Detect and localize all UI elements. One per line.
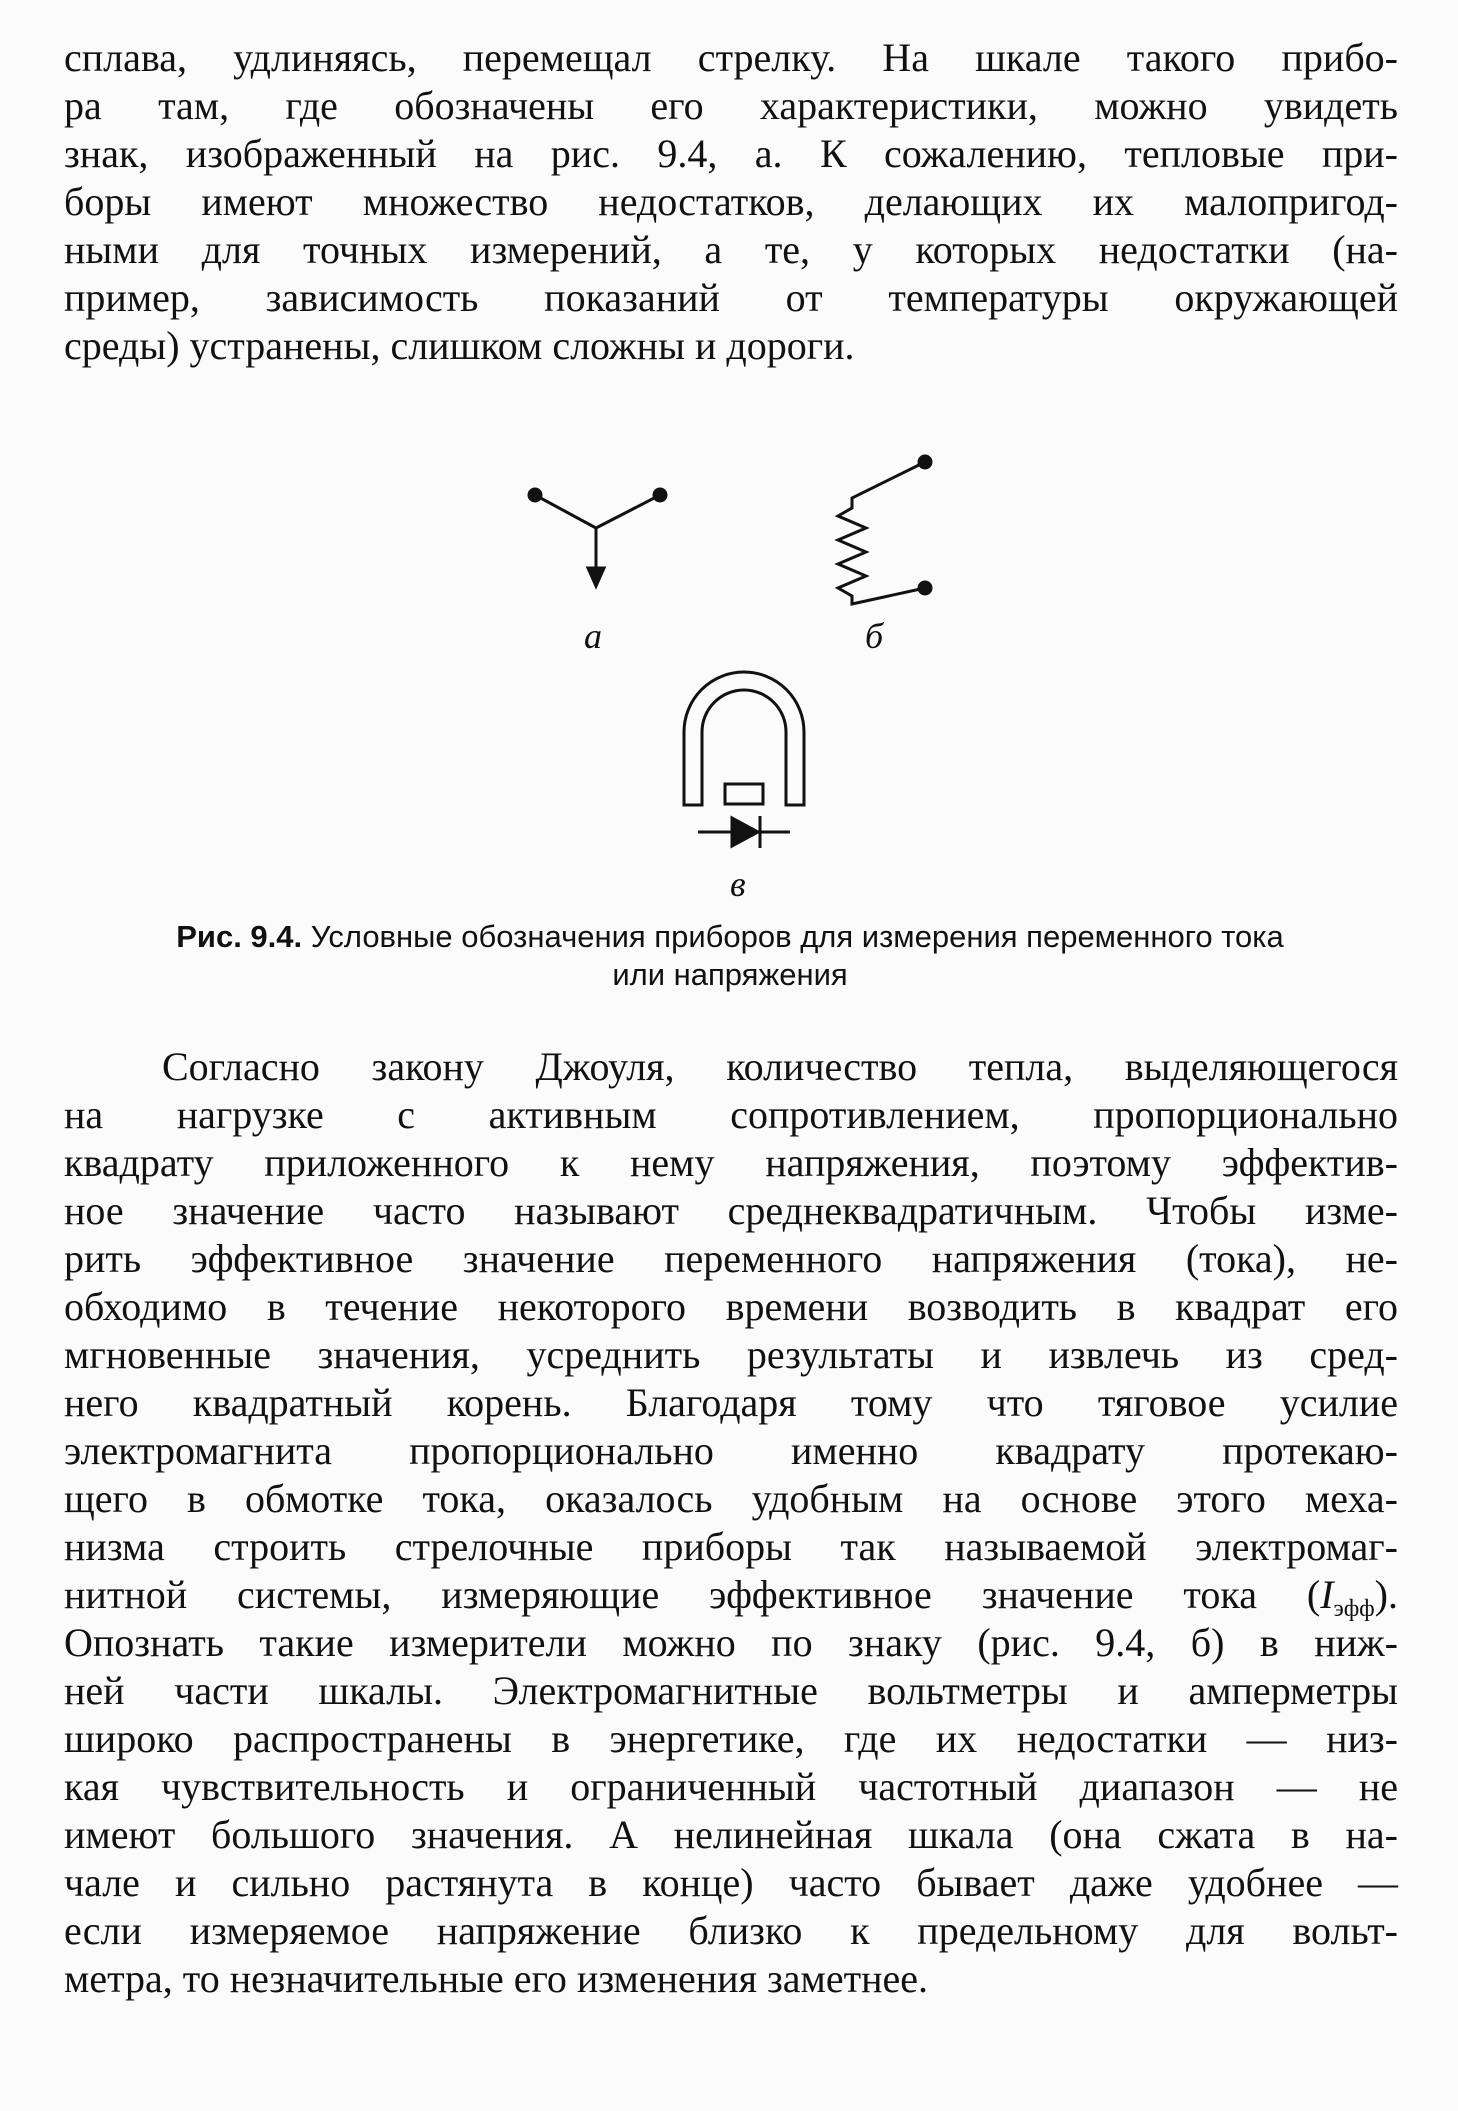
text-line: сплава, удлиняясь, перемещал стрелку. На шкале такого прибо- [64, 35, 1398, 80]
rectifier-symbol-icon [684, 672, 804, 848]
text-segment: нитной системы, измеряющие эффективное значение тока ( [64, 1572, 1321, 1617]
text-line: чале и сильно растянута в конце) часто бывает даже удобнее — [64, 1860, 1398, 1905]
text-line: пример, зависимость показаний от температуры окружающей [64, 275, 1398, 320]
text-line: метра, то незначительные его изменения заметнее. [64, 1956, 929, 2001]
text-line: щего в обмотке тока, оказалось удобным на основе этого меха- [64, 1476, 1398, 1521]
caption-number: Рис. 9.4. [176, 919, 303, 954]
text-line: ными для точных измерений, а те, у которых недостатки (на- [64, 227, 1398, 272]
text-line: него квадратный корень. Благодаря тому что тяговое усилие [64, 1380, 1398, 1425]
caption-line-2: или напряжения [612, 957, 848, 992]
figure-caption [110, 918, 1350, 994]
text-line: боры имеют множество недостатков, делающих их малопригод- [64, 179, 1398, 224]
text-line: обходимо в течение некоторого времени возводить в квадрат его [64, 1284, 1398, 1329]
figure-symbols [0, 440, 1458, 910]
caption-text: Условные обозначения приборов для измерения переменного тока [310, 919, 1284, 954]
figure-label-b: б [865, 616, 884, 656]
text-line: если измеряемое напряжение близко к предельному для вольт- [64, 1908, 1398, 1953]
text-line: ней части шкалы. Электромагнитные вольтметры и амперметры [64, 1668, 1398, 1713]
text-line: квадрату приложенного к нему напряжения, поэтому эффектив- [64, 1140, 1398, 1185]
figure-label-v: в [730, 864, 746, 904]
electromagnetic-symbol-icon [838, 456, 931, 604]
text-line: рить эффективное значение переменного напряжения (тока), не- [64, 1236, 1398, 1281]
text-line: широко распространены в энергетике, где их недостатки — низ- [64, 1716, 1398, 1761]
text-line: знак, изображенный на рис. 9.4, а. К сожалению, тепловые при- [64, 131, 1398, 176]
paragraph-1 [64, 34, 1398, 370]
text-line: имеют большого значения. А нелинейная шкала (она сжата в на- [64, 1812, 1398, 1857]
figure-label-a: а [584, 616, 602, 656]
paragraph-2 [64, 1043, 1398, 2003]
caption-line-1 [110, 918, 1350, 956]
formula-subscript: эфф [1333, 1596, 1375, 1622]
thermal-symbol-icon [529, 489, 666, 586]
text-line: мгновенные значения, усреднить результаты и извлечь из сред- [64, 1332, 1398, 1377]
text-line: Опознать такие измерители можно по знаку (рис. 9.4, б) в ниж- [64, 1620, 1398, 1665]
text-line: электромагнита пропорционально именно квадрату протекаю- [64, 1428, 1398, 1473]
formula-symbol: I [1320, 1572, 1334, 1617]
text-line: низма строить стрелочные приборы так называемой электромаг- [64, 1524, 1398, 1569]
text-line: среды) устранены, слишком сложны и дороги. [64, 323, 855, 368]
figure-9-4 [0, 440, 1458, 910]
text-line: Согласно закону Джоуля, количество тепла, выделяющегося [162, 1044, 1398, 1089]
formula-close: ). [1374, 1572, 1398, 1617]
text-line: на нагрузке с активным сопротивлением, пропорционально [64, 1092, 1398, 1137]
text-line: ное значение часто называют среднеквадратичным. Чтобы изме- [64, 1188, 1398, 1233]
text-line: ра там, где обозначены его характеристики, можно увидеть [64, 83, 1398, 128]
text-line: кая чувствительность и ограниченный частотный диапазон — не [64, 1764, 1398, 1809]
text-line-with-formula [64, 1571, 1398, 1622]
